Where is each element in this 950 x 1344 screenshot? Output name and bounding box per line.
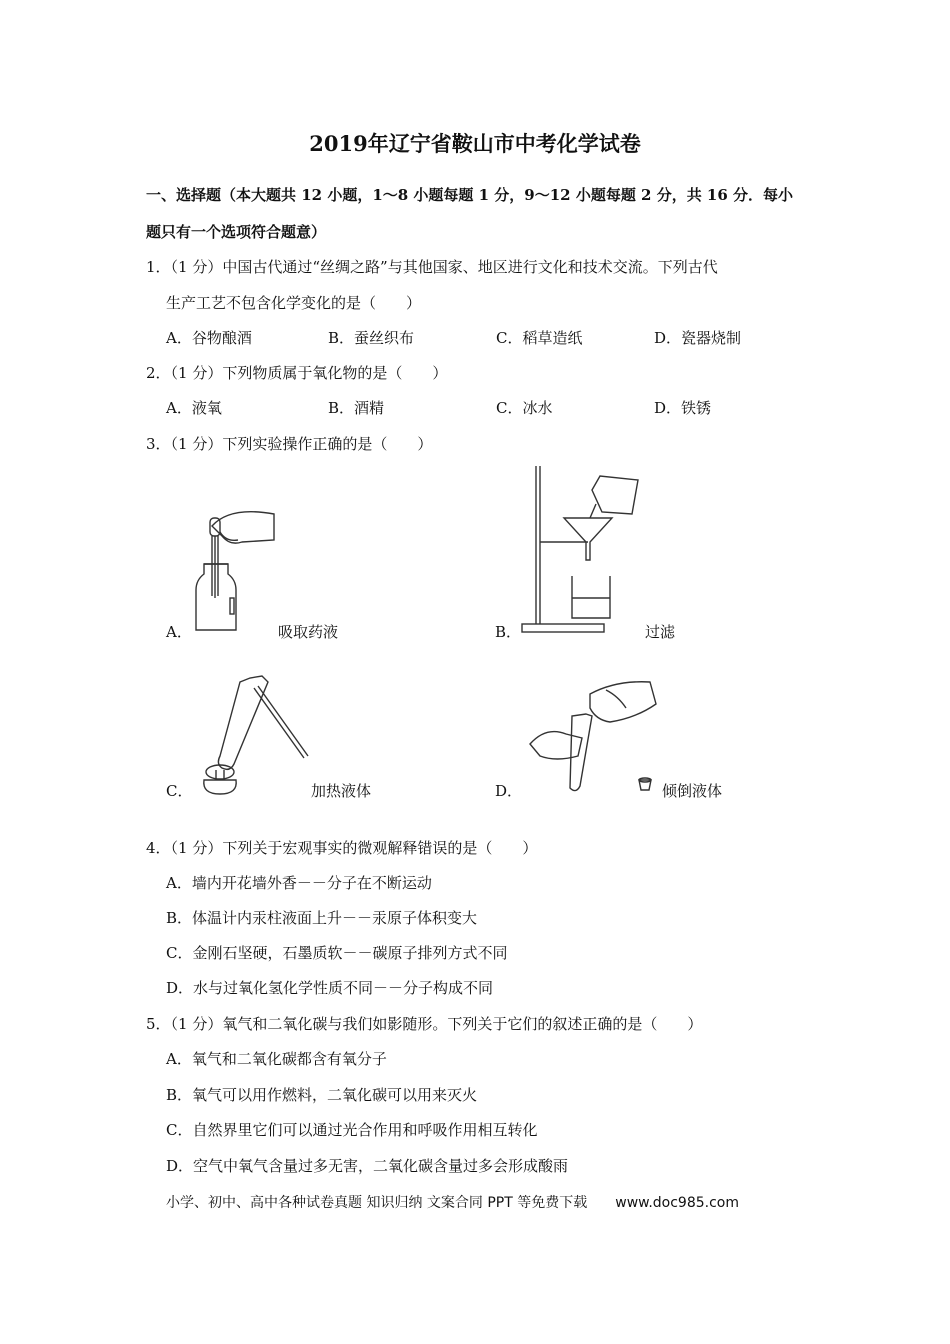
dropper-bottle-figure <box>190 498 280 638</box>
q1-stem-line1: 1．（1 分）中国古代通过“丝绸之路”与其他国家、地区进行文化和技术交流。下列古代 <box>146 258 718 276</box>
q3-option-b-letter: B． <box>495 623 522 641</box>
q4-option-a: A．墙内开花墙外香－－分子在不断运动 <box>166 874 432 892</box>
q5-option-a: A．氧气和二氧化碳都含有氧分子 <box>166 1050 387 1068</box>
footer-text: 小学、初中、高中各种试卷真题 知识归纳 文案合同 PPT 等免费下载 <box>166 1195 588 1211</box>
footer <box>166 1192 739 1212</box>
q1-option-b: B．蚕丝织布 <box>328 329 415 347</box>
q3-option-c-caption: 加热液体 <box>311 782 372 800</box>
filtration-figure <box>520 464 650 636</box>
q4-option-b: B．体温计内汞柱液面上升－－汞原子体积变大 <box>166 909 478 927</box>
q4-stem: 4．（1 分）下列关于宏观事实的微观解释错误的是（ ） <box>146 839 538 857</box>
q3-option-a-letter: A． <box>166 623 192 641</box>
q5-option-b: B．氧气可以用作燃料，二氧化碳可以用来灭火 <box>166 1086 478 1104</box>
q2-option-d: D．铁锈 <box>654 399 712 417</box>
q4-option-c: C．金刚石坚硬，石墨质软－－碳原子排列方式不同 <box>166 944 508 962</box>
q1-option-d: D．瓷器烧制 <box>654 329 742 347</box>
q1-option-a: A．谷物酿酒 <box>166 329 252 347</box>
q2-option-a: A．液氧 <box>166 399 222 417</box>
heating-liquid-figure <box>192 676 312 800</box>
q1-stem-line2: 生产工艺不包含化学变化的是（ ） <box>166 294 422 312</box>
q2-option-b: B．酒精 <box>328 399 385 417</box>
q3-option-b-caption: 过滤 <box>645 623 676 641</box>
q3-option-d-caption: 倾倒液体 <box>662 782 723 800</box>
page-title: 2019年辽宁省鞍山市中考化学试卷 <box>309 131 641 156</box>
q3-option-d-letter: D． <box>495 782 523 800</box>
q2-stem: 2．（1 分）下列物质属于氧化物的是（ ） <box>146 364 448 382</box>
section-heading-line2: 题只有一个选项符合题意） <box>146 223 327 241</box>
stopper-icon <box>636 776 654 792</box>
section-heading-line1: 一、选择题（本大题共 12 小题，1～8 小题每题 1 分，9～12 小题每题 2 分，共 16 分．每小 <box>146 186 794 204</box>
q3-option-a-caption: 吸取药液 <box>278 623 339 641</box>
q2-option-c: C．冰水 <box>496 399 553 417</box>
footer-url-link[interactable]: www.doc985.com <box>615 1195 739 1211</box>
q5-option-d: D．空气中氧气含量过多无害，二氧化碳含量过多会形成酸雨 <box>166 1157 569 1175</box>
q3-option-c-letter: C． <box>166 782 193 800</box>
q1-option-c: C．稻草造纸 <box>496 329 583 347</box>
q5-stem: 5．（1 分）氧气和二氧化碳与我们如影随形。下列关于它们的叙述正确的是（ ） <box>146 1015 703 1033</box>
q3-stem: 3．（1 分）下列实验操作正确的是（ ） <box>146 435 433 453</box>
q4-option-d: D．水与过氧化氢化学性质不同－－分子构成不同 <box>166 979 494 997</box>
q5-option-c: C．自然界里它们可以通过光合作用和呼吸作用相互转化 <box>166 1121 538 1139</box>
